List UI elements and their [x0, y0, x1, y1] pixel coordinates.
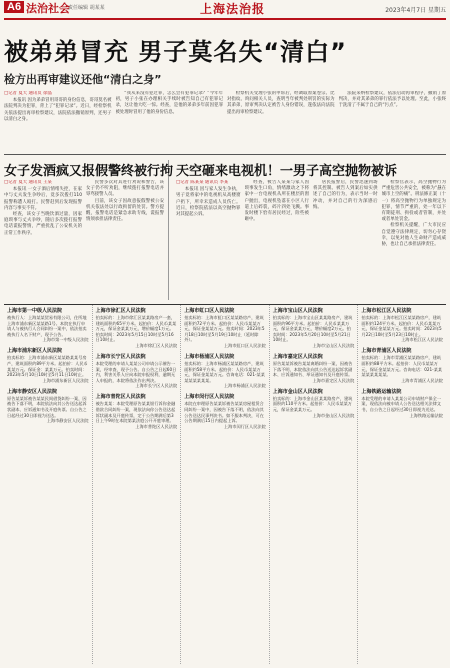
lead-column	[339, 91, 447, 151]
left-story-byline: □记者 夏天 通讯员 王某	[4, 180, 52, 185]
notice-signature: 上海市青浦区人民法院	[401, 377, 443, 383]
notice	[361, 307, 443, 343]
left-story-column	[4, 180, 82, 300]
right-story-column	[176, 180, 241, 300]
left-story-body	[4, 180, 164, 300]
notice-title: 上海市第一中级人民法院	[7, 308, 63, 314]
notice-signature: 上海铁路运输法院	[409, 412, 443, 418]
notice-body: 原告某某诉被告某某民间借贷纠纷一案，因被告下落不明，本院依法向其公告送达起诉状副本、应诉通知书及开庭传票。自公告之日起经过30日即视为送达。	[7, 395, 87, 418]
lead-paragraph: “我从来没有犯过罪，怎么会有犯罪记录？”今年年初，男子小张在办理相关手续时被告知自己有犯罪记录，这让他大吃一惊。经查，是他的弟弟多年前因犯罪被处理时冒用了他的身份信息。	[115, 91, 223, 115]
notice	[361, 388, 443, 419]
lead-story-body	[4, 91, 446, 151]
notice-body: 本院受理的申请人某某公司申请公示催告一案，经审查，现予公告。自公告之日起60日内，利害关系人应向本院申报权利，逾期无人申报的，本院将依法作出判决。	[95, 360, 177, 383]
notice-title: 上海市宝山区人民法院	[272, 308, 323, 314]
notice-body: 拍卖标的：上海市虹口区某某路房产，建筑面积约72平方米。起拍价：人民币某某万元，保证金某某万元。拍卖时间：2023年5月18日10时至5月19日10时止（延时除外）。	[184, 315, 265, 343]
notice-signature: 上海市嘉定区人民法院	[312, 377, 355, 383]
right-story-column	[245, 180, 310, 300]
right-story-headline: 天空砸来电视机！一男子高空抛物被诉	[176, 164, 398, 179]
notice-column	[93, 305, 182, 664]
right-story-paragraph: 检察机关提醒，广大市民应自觉遵守法律规定，切勿心存侥幸，以免对他人生命财产造成威胁，也让自己承担法律责任。	[381, 223, 446, 248]
notice-column	[4, 305, 93, 664]
notice-body: 本院受理的申请人某某公司申请财产保全一案，现依法向被申请人公告送达相关法律文书，自公告之日起经过30日即视为送达。	[361, 395, 441, 412]
notice	[7, 307, 89, 343]
notice-signature: 上海市松江区人民法院	[401, 337, 443, 343]
notice	[184, 307, 266, 349]
right-story-body	[176, 180, 446, 300]
notice-title: 上海市普陀区人民法院	[95, 394, 146, 401]
notice-column	[270, 305, 359, 664]
issue-date: 2023年4月7日 星期五	[385, 7, 446, 14]
right-story-byline: □记者 陈某某 通讯员 李某	[176, 180, 229, 185]
notice	[96, 393, 178, 429]
notice-body: 拍卖标的：上海市青浦区某某路房产，建筑面积约88平方米。起拍价：人民币某某万元，保证金某某万元。咨询电话：021-某某某某某某某某。	[361, 355, 443, 378]
notice-title: 上海市嘉定区人民法院	[272, 353, 323, 360]
notice	[273, 353, 355, 384]
left-story-headline: 女子发酒疯又报假警终被行拘	[4, 164, 174, 179]
notice-title: 上海市闵行区人民法院	[184, 394, 235, 401]
lead-paragraph: 检察机关受理小张的申诉后，经调取原案卷宗、比对指纹、询问相关人员，查明当年被判处刑罚的实际为其弟弟，原审判决认定被告人身份错误，遂依法向法院提出再审检察建议。	[227, 91, 335, 115]
notice-body: 拍卖标的：上海市浦东新区某某路某某号房产，建筑面积约89平方米。起拍价：人民币某某万元。保证金：某某万元。拍卖时间：2023年5月10日10时至5月11日10时止。	[7, 355, 88, 378]
notice-column	[358, 305, 446, 664]
notice	[273, 307, 355, 349]
notice-signature: 上海市第一中级人民法院	[42, 337, 89, 343]
right-story-paragraph: 本报讯 因与家人发生争执，男子竟将家中的电视机从高楼窗户扔下，所幸未造成人员伤亡。近日，检察院依法以高空抛物罪对其提起公诉。	[176, 187, 241, 218]
notice-title: 上海市金山区人民法院	[272, 388, 323, 395]
lead-paragraph: 法院采纳检察建议，依法启动再审程序，撤销了原判决，并对其弟弟的罪行依法予以处理。至此，小张终于洗清了不属于自己的“污点”。	[338, 91, 446, 109]
left-story-paragraph: 经查，该女子当晚饮酒过量，因家庭琐事与丈夫争吵，随后多次拨打报警电话谎报警情，严重扰乱了公安机关的正常工作秩序。	[4, 212, 82, 236]
notice-title: 上海市浦东新区人民法院	[7, 348, 63, 355]
section-divider	[4, 154, 446, 155]
notice-signature: 上海市金山区人民法院	[312, 412, 355, 418]
notice	[361, 347, 443, 383]
notice-body: 拍卖标的：上海市宝山区某某路房产，建筑面积约96平方米。起拍价：人民币某某万元，保证金某某万元，增价幅度2万元。拍卖时间：2023年5月20日10时至5月21日10时止。	[272, 315, 353, 343]
notice-body: 本院在审理原告某某诉被告某某房屋租赁合同纠纷一案中，因被告下落不明，依法向其公告送达民事判决书。如不服本判决，可在公告期满后15日内提起上诉。	[184, 401, 264, 424]
notice-title: 上海市徐汇区人民法院	[95, 308, 146, 314]
notice-title: 上海市虹口区人民法院	[184, 308, 235, 314]
editors-credit: 责任编辑 胡某某	[68, 5, 105, 11]
right-story-paragraph: 经查，被告人某某与家人因琐事发生口角，情绪激动之下将家中一台电视机从所在楼层的窗户抛出，电视机坠落在小区人行道上后碎裂，碎片四处飞溅。事发时楼下恰有居民经过，险些被砸中。	[244, 180, 309, 223]
notice-title: 上海市长宁区人民法院	[95, 353, 146, 360]
right-story-paragraph: 居民报警后，民警迅速到场将其控制。被告人到案后如实供述了自己的行为，表示当时一时冲动，并对自己的行为深感后悔。	[313, 180, 378, 210]
notice-title: 上海市青浦区人民法院	[361, 348, 412, 355]
section-title: 法治社会	[26, 2, 70, 15]
notice-title: 上海铁路运输法院	[361, 388, 402, 395]
left-story-paragraph: 目前，该女子因故意报假警被公安机关依法处以行政拘留的处罚。警方提醒，报警电话是紧急求助专线，谎报警情须承担法律责任。	[86, 198, 164, 223]
notice-signature: 上海市闵行区人民法院	[223, 423, 266, 429]
notice	[273, 388, 355, 419]
notice-signature: 上海市杨浦区人民法院	[223, 383, 266, 389]
column-divider	[168, 160, 169, 300]
page-code: A6	[4, 1, 24, 13]
left-story-column	[86, 180, 164, 300]
right-story-column	[313, 180, 378, 300]
notice	[96, 353, 178, 389]
notice	[184, 353, 266, 389]
notice-title: 上海市松江区人民法院	[361, 308, 412, 314]
right-story-column	[382, 180, 447, 300]
lead-column	[116, 91, 224, 151]
court-notices	[4, 304, 446, 664]
notice-column	[181, 305, 270, 664]
lead-column	[227, 91, 335, 151]
notice-body: 拍卖标的：上海市杨浦区某某路房产，建筑面积约58平方米。起拍价：人民币某某万元，保证金某某万元。咨询电话：021-某某某某某某某某。	[184, 360, 265, 383]
paper-logo: 上海法治报	[200, 2, 266, 16]
notice-signature: 上海市宝山区人民法院	[312, 342, 355, 348]
left-story-paragraph: 本报讯 一女子酒后情绪失控，在家中与丈夫发生争吵后，竟多次拨打110报警称遭人殴打。民警赶到后发现报警内容与事实不符。	[4, 187, 82, 211]
notice-signature: 上海市静安区人民法院	[46, 418, 89, 424]
notice-signature: 上海市虹口区人民法院	[223, 342, 266, 348]
notice	[184, 393, 266, 429]
notice-title: 上海市杨浦区人民法院	[184, 353, 235, 360]
notice-signature: 上海市徐汇区人民法院	[135, 342, 178, 348]
notice-signature: 上海市长宁区人民法院	[135, 383, 178, 389]
notice-signature: 上海市浦东新区人民法院	[42, 377, 89, 383]
masthead	[4, 0, 446, 20]
notice-body: 拍卖标的：上海市松江区某某路房产，建筑面积约124平方米。起拍价：人民币某某万元，保证金某某万元。拍卖时间：2023年5月22日10时至5月23日10时止。	[361, 315, 442, 337]
notice-body: 被告某某：本院受理原告某某银行诉你金融借款合同纠纷一案，现依法向你公告送达起诉状副本及开庭传票，定于公告期满后第3日上午9时在本院第某法庭公开开庭审理。	[95, 401, 176, 424]
notice-body: 原告某某诉被告某某离婚纠纷一案，因被告下落不明，本院依法向其公告送达起诉状副本、应诉通知书、举证通知书及开庭传票。	[272, 360, 353, 378]
notice-signature: 上海市普陀区人民法院	[135, 423, 178, 429]
notice-body: 拍卖标的：上海市金山区某某路房产，建筑面积约110平方米。起拍价：人民币某某万元，保证金某某万元。	[272, 395, 353, 412]
notice	[96, 307, 178, 349]
notice-body: 拍卖标的：上海市徐汇区某某路房产一套，建筑面积约65平方米。起拍价：人民币某某万元，保证金某某万元，增价幅度1万元。拍卖时间：2023年5月15日10时至5月16日10时止。	[95, 315, 177, 343]
left-story-paragraph: 民警多次对其进行劝说和警告，该女子仍不听劝阻，继续拨打报警电话并辱骂接警人员。	[86, 180, 164, 198]
notice-body: 被执行人：上海某某贸易有限公司，住所地上海市浦东新区某某路1号。本院在执行申请人与被执行人合同纠纷一案中，依法拍卖被执行人名下财产，现予公告。	[7, 315, 87, 337]
notice	[7, 388, 89, 424]
lead-headline: 被弟弟冒充 男子莫名失“清白”	[4, 38, 347, 66]
notice	[7, 347, 89, 383]
right-story-paragraph: 检察官表示，高空抛物行为严重危害公共安全，被称为“悬在城市上空的痛”。刑法修正案（十一）将高空抛物行为单独规定为犯罪，情节严重的，处一年以下有期徒刑、拘役或者管制，并处或者单处罚金。	[381, 180, 446, 223]
lead-subhead: 检方出再审建议还他“清白之身”	[4, 73, 162, 86]
lead-paragraph: 本报讯 因为弟弟冒用哥哥的身份信息，哥哥莫名被法院判决为犯罪，背上了“犯罪记录”。近日，经检察机关依法提出再审检察建议，法院依法撤销原判，还男子以清白之身。	[4, 98, 112, 122]
lead-byline: □记者 夏天 通讯员 徐晶	[4, 91, 52, 96]
notice-title: 上海市静安区人民法院	[7, 388, 58, 395]
lead-column	[4, 91, 112, 151]
